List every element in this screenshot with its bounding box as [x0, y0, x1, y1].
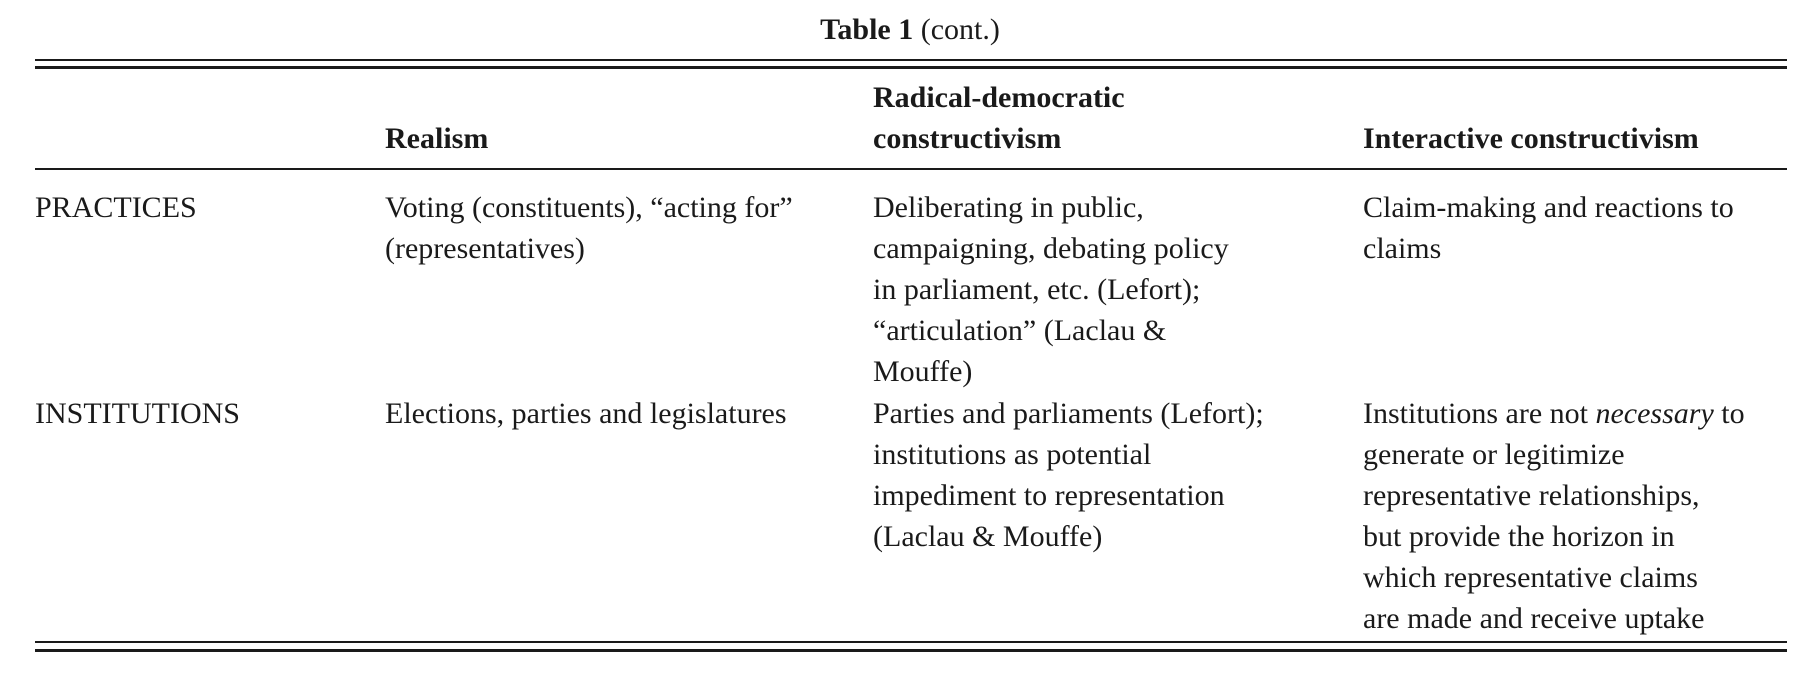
cell-line: Parties and parliaments (Lefort);: [873, 397, 1264, 430]
top-rule-thin: [35, 59, 1787, 61]
institutions-interactive-cell: [1363, 393, 1745, 639]
cell-line: campaigning, debating policy: [873, 232, 1229, 265]
cell-line: but provide the horizon in: [1363, 520, 1675, 553]
top-rule-thick: [35, 66, 1787, 69]
cell-line: Deliberating in public,: [873, 191, 1144, 224]
table-title-number: Table 1: [820, 13, 914, 46]
header-radical-line-1: Radical-democratic: [873, 81, 1125, 114]
cell-line: Voting (constituents), “acting for”: [385, 191, 793, 224]
cell-line: Mouffe): [873, 355, 973, 388]
header-radical-line-2: constructivism: [873, 122, 1062, 155]
cell-line: institutions as potential: [873, 438, 1152, 471]
cell-line: (Laclau & Mouffe): [873, 520, 1103, 553]
practices-radical-cell: [873, 187, 1229, 392]
row-label-institutions: INSTITUTIONS: [35, 397, 240, 430]
table-title: [0, 12, 1820, 48]
practices-realism-cell: [385, 187, 793, 269]
header-rule: [35, 168, 1787, 170]
cell-text: Institutions are not: [1363, 397, 1596, 430]
cell-line: “articulation” (Laclau &: [873, 314, 1167, 347]
cell-line: representative relationships,: [1363, 479, 1700, 512]
cell-line: (representatives): [385, 232, 585, 265]
institutions-radical-cell: [873, 393, 1264, 557]
practices-interactive-cell: [1363, 187, 1734, 269]
table-title-continuation: (cont.): [913, 13, 1000, 46]
institutions-realism-cell: [385, 393, 787, 434]
cell-text: to: [1713, 397, 1745, 430]
cell-line: impediment to representation: [873, 479, 1225, 512]
header-realism: Realism: [385, 122, 489, 155]
cell-line-first: [1363, 393, 1745, 434]
bottom-rule-thick: [35, 649, 1787, 652]
cell-line: claims: [1363, 232, 1442, 265]
cell-line: are made and receive uptake: [1363, 602, 1705, 635]
cell-line: generate or legitimize: [1363, 438, 1625, 471]
emphasis-necessary: necessary: [1595, 397, 1714, 430]
cell-line: Claim-making and reactions to: [1363, 191, 1734, 224]
header-radical-democratic: [873, 77, 1125, 159]
cell-line: in parliament, etc. (Lefort);: [873, 273, 1201, 306]
cell-line: Elections, parties and legislatures: [385, 397, 787, 430]
row-label-practices: PRACTICES: [35, 191, 197, 224]
header-interactive-constructivism: Interactive constructivism: [1363, 122, 1699, 155]
bottom-rule-thin: [35, 641, 1787, 643]
cell-line: which representative claims: [1363, 561, 1698, 594]
